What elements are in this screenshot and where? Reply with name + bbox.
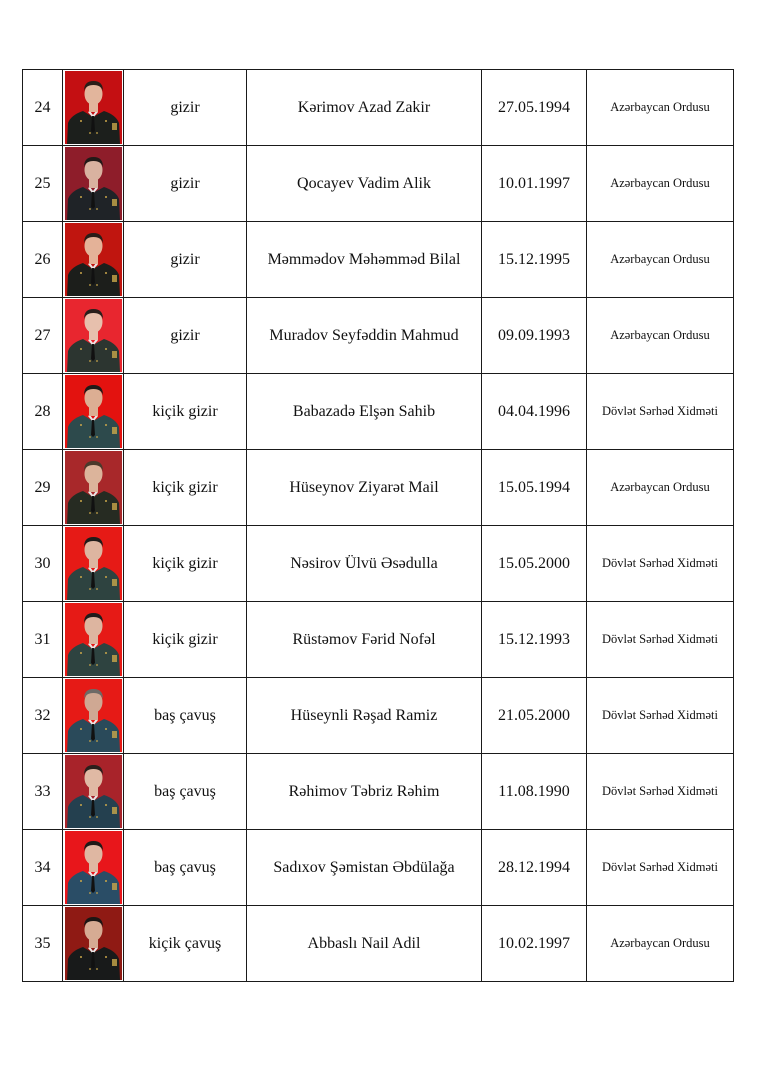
- birth-date-cell: 28.12.1994: [482, 830, 587, 906]
- service-unit-cell: Azərbaycan Ordusu: [587, 906, 734, 982]
- row-number: 26: [23, 222, 63, 298]
- full-name-cell: Hüseynov Ziyarət Mail: [247, 450, 482, 526]
- photo-cell: [63, 146, 124, 222]
- portrait-image-icon: [65, 679, 122, 752]
- portrait-photo: [65, 299, 122, 372]
- service-unit-cell: Azərbaycan Ordusu: [587, 146, 734, 222]
- full-name-cell: Abbaslı Nail Adil: [247, 906, 482, 982]
- rank-cell: gizir: [124, 146, 247, 222]
- service-unit-cell: Dövlət Sərhəd Xidməti: [587, 602, 734, 678]
- portrait-image-icon: [65, 527, 122, 600]
- table-row: [23, 70, 734, 146]
- table-row: [23, 906, 734, 982]
- birth-date-cell: 04.04.1996: [482, 374, 587, 450]
- full-name-cell: Muradov Seyfəddin Mahmud: [247, 298, 482, 374]
- portrait-image-icon: [65, 375, 122, 448]
- row-number: 35: [23, 906, 63, 982]
- photo-cell: [63, 830, 124, 906]
- portrait-photo: [65, 527, 122, 600]
- service-unit-cell: Dövlət Sərhəd Xidməti: [587, 754, 734, 830]
- portrait-photo: [65, 147, 122, 220]
- birth-date-cell: 11.08.1990: [482, 754, 587, 830]
- photo-cell: [63, 526, 124, 602]
- portrait-image-icon: [65, 831, 122, 904]
- portrait-photo: [65, 71, 122, 144]
- table-row: [23, 298, 734, 374]
- photo-cell: [63, 374, 124, 450]
- portrait-image-icon: [65, 71, 122, 144]
- full-name-cell: Qocayev Vadim Alik: [247, 146, 482, 222]
- portrait-photo: [65, 451, 122, 524]
- table-row: [23, 678, 734, 754]
- row-number: 28: [23, 374, 63, 450]
- table-row: [23, 374, 734, 450]
- service-unit-cell: Dövlət Sərhəd Xidməti: [587, 830, 734, 906]
- photo-cell: [63, 754, 124, 830]
- table-row: [23, 754, 734, 830]
- rank-cell: kiçik gizir: [124, 526, 247, 602]
- rank-cell: kiçik gizir: [124, 450, 247, 526]
- birth-date-cell: 15.05.2000: [482, 526, 587, 602]
- row-number: 27: [23, 298, 63, 374]
- portrait-photo: [65, 907, 122, 980]
- birth-date-cell: 27.05.1994: [482, 70, 587, 146]
- photo-cell: [63, 906, 124, 982]
- birth-date-cell: 10.02.1997: [482, 906, 587, 982]
- table-row: [23, 146, 734, 222]
- service-unit-cell: Azərbaycan Ordusu: [587, 298, 734, 374]
- rank-cell: baş çavuş: [124, 830, 247, 906]
- photo-cell: [63, 602, 124, 678]
- photo-cell: [63, 298, 124, 374]
- portrait-image-icon: [65, 451, 122, 524]
- portrait-photo: [65, 755, 122, 828]
- roster-table: [22, 69, 734, 982]
- table-row: [23, 602, 734, 678]
- portrait-image-icon: [65, 299, 122, 372]
- table-row: [23, 450, 734, 526]
- photo-cell: [63, 678, 124, 754]
- row-number: 29: [23, 450, 63, 526]
- rank-cell: kiçik gizir: [124, 602, 247, 678]
- full-name-cell: Rəhimov Təbriz Rəhim: [247, 754, 482, 830]
- table-row: [23, 830, 734, 906]
- portrait-photo: [65, 603, 122, 676]
- row-number: 25: [23, 146, 63, 222]
- rank-cell: gizir: [124, 222, 247, 298]
- rank-cell: gizir: [124, 70, 247, 146]
- photo-cell: [63, 450, 124, 526]
- row-number: 24: [23, 70, 63, 146]
- birth-date-cell: 15.12.1993: [482, 602, 587, 678]
- service-unit-cell: Dövlət Sərhəd Xidməti: [587, 374, 734, 450]
- row-number: 34: [23, 830, 63, 906]
- row-number: 33: [23, 754, 63, 830]
- birth-date-cell: 15.05.1994: [482, 450, 587, 526]
- row-number: 32: [23, 678, 63, 754]
- portrait-photo: [65, 679, 122, 752]
- full-name-cell: Nəsirov Ülvü Əsədulla: [247, 526, 482, 602]
- rank-cell: baş çavuş: [124, 754, 247, 830]
- service-unit-cell: Azərbaycan Ordusu: [587, 222, 734, 298]
- table-row: [23, 222, 734, 298]
- service-unit-cell: Dövlət Sərhəd Xidməti: [587, 678, 734, 754]
- rank-cell: baş çavuş: [124, 678, 247, 754]
- full-name-cell: Hüseynli Rəşad Ramiz: [247, 678, 482, 754]
- service-unit-cell: Azərbaycan Ordusu: [587, 70, 734, 146]
- portrait-photo: [65, 831, 122, 904]
- full-name-cell: Sadıxov Şəmistan Əbdülağa: [247, 830, 482, 906]
- portrait-image-icon: [65, 223, 122, 296]
- table-row: [23, 526, 734, 602]
- portrait-image-icon: [65, 755, 122, 828]
- roster-table-body: [23, 70, 734, 982]
- full-name-cell: Kərimov Azad Zakir: [247, 70, 482, 146]
- full-name-cell: Rüstəmov Fərid Nofəl: [247, 602, 482, 678]
- portrait-image-icon: [65, 603, 122, 676]
- rank-cell: kiçik gizir: [124, 374, 247, 450]
- row-number: 30: [23, 526, 63, 602]
- photo-cell: [63, 222, 124, 298]
- row-number: 31: [23, 602, 63, 678]
- birth-date-cell: 15.12.1995: [482, 222, 587, 298]
- portrait-photo: [65, 223, 122, 296]
- birth-date-cell: 09.09.1993: [482, 298, 587, 374]
- portrait-image-icon: [65, 907, 122, 980]
- portrait-image-icon: [65, 147, 122, 220]
- birth-date-cell: 10.01.1997: [482, 146, 587, 222]
- full-name-cell: Babazadə Elşən Sahib: [247, 374, 482, 450]
- rank-cell: kiçik çavuş: [124, 906, 247, 982]
- service-unit-cell: Azərbaycan Ordusu: [587, 450, 734, 526]
- photo-cell: [63, 70, 124, 146]
- portrait-photo: [65, 375, 122, 448]
- rank-cell: gizir: [124, 298, 247, 374]
- service-unit-cell: Dövlət Sərhəd Xidməti: [587, 526, 734, 602]
- birth-date-cell: 21.05.2000: [482, 678, 587, 754]
- full-name-cell: Məmmədov Məhəmməd Bilal: [247, 222, 482, 298]
